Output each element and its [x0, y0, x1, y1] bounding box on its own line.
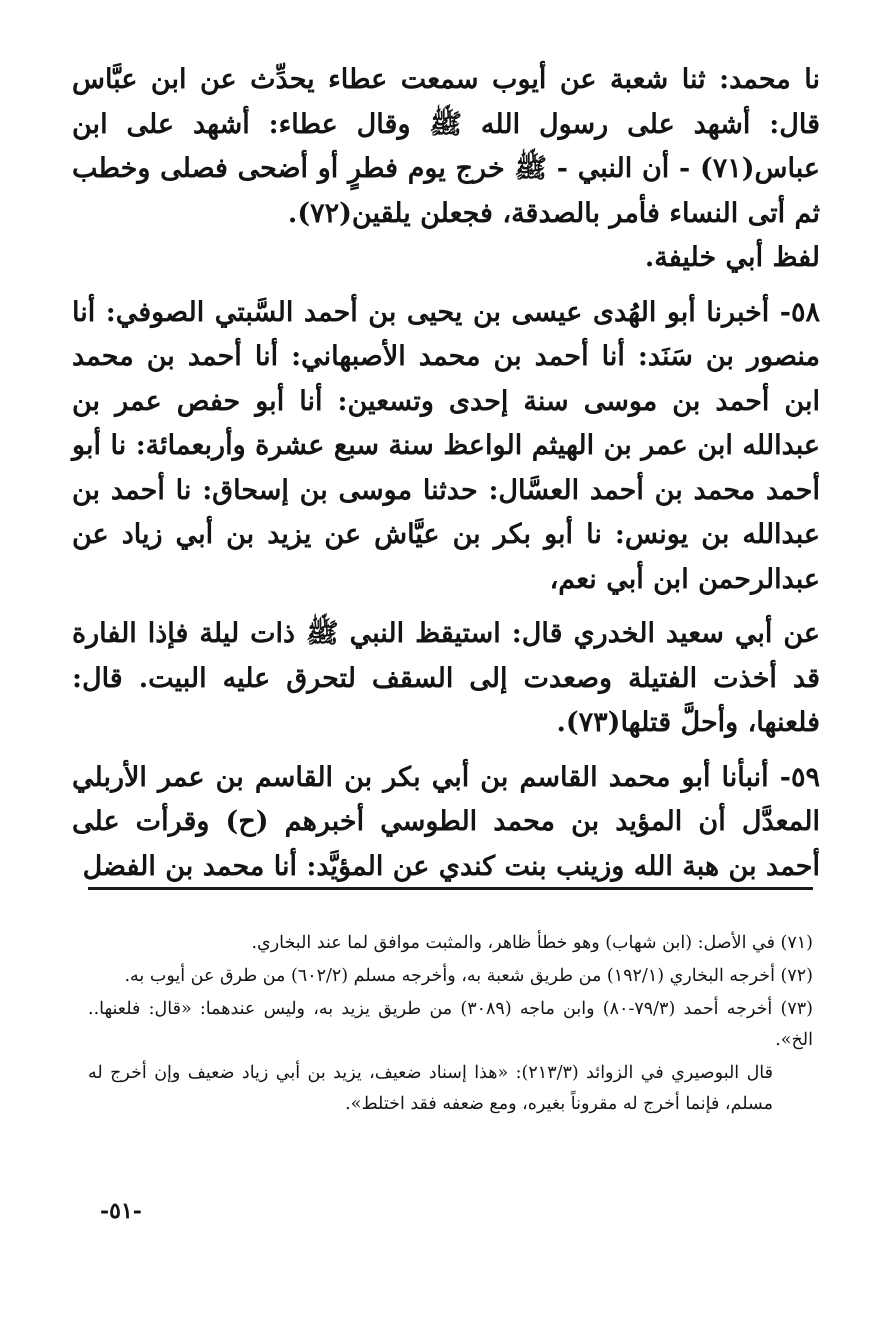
footnote-71: (٧١) في الأصل: (ابن شهاب) وهو خطأ ظاهر، والمثبت موافق لما عند البخاري.	[251, 933, 813, 953]
footnote-73: (٧٣) أخرجه أحمد (٧٩/٣-٨٠) وابن ماجه (٣٠٨٩) من طريق يزيد به، وليس عندهما: «قال: فلعنها.. الخ».	[88, 999, 813, 1050]
footnotes	[88, 928, 813, 1122]
page-number: -٥١-	[100, 1198, 142, 1224]
paragraph-hadith-59: ٥٩- أنبأنا أبو محمد القاسم بن أبي بكر بن القاسم بن عمر الأربلي المعدَّل أن المؤيد بن محمد الطوسي أخبرهم (ح) وقرأت على أحمد بن هبة الله وزينب بنت كندي عن المؤيَّد: أنا محمد بن الفضل	[72, 761, 820, 882]
paragraph-narration-note: لفظ أبي خليفة.	[644, 242, 820, 273]
footnote-separator	[88, 887, 813, 890]
footnote-73-continued: قال البوصيري في الزوائد (٢١٣/٣): «هذا إسناد ضعيف، يزيد بن أبي زياد ضعيف وإن أخرج له مسلم، فإنما أخرج له مقروناً بغيره، ومع ضعفه فقد اختلط».	[88, 1063, 773, 1114]
main-text	[72, 58, 820, 889]
footnote-72: (٧٢) أخرجه البخاري (١٩٢/١) من طريق شعبة به، وأخرجه مسلم (٦٠٢/٢) من طرق عن أيوب به.	[124, 966, 813, 986]
paragraph-hadith-58-isnad: ٥٨- أخبرنا أبو الهُدى عيسى بن يحيى بن أحمد السَّبتي الصوفي: أنا منصور بن سَنَد: أنا أحمد بن محمد الأصبهاني: أنا أحمد بن محمد ابن أحمد بن موسى سنة إحدى وتسعين: أنا أبو حفص عمر بن عبدالله ابن عمر بن الهيثم الواعظ سنة سبع عشرة وأربعمائة: نا أبو أحمد محمد بن أحمد العسَّال: حدثنا موسى بن إسحاق: نا أحمد بن عبدالله بن يونس: نا أبو بكر بن عيَّاش عن يزيد بن أبي زياد عن عبدالرحمن ابن أبي نعم،	[72, 296, 820, 595]
paragraph-hadith-57-end: نا محمد: ثنا شعبة عن أيوب سمعت عطاء يحدِّث عن ابن عبَّاس قال: أشهد على رسول الله ﷺ وقال عطاء: أشهد على ابن عباس(٧١) - أن النبي - ﷺ خرج يوم فطرٍ أو أضحى فصلى وخطب ثم أتى النساء فأمر بالصدقة، فجعلن يلقين(٧٢).	[72, 64, 820, 229]
paragraph-hadith-58-matn: عن أبي سعيد الخدري قال: استيقظ النبي ﷺ ذات ليلة فإذا الفارة قد أخذت الفتيلة وصعدت إلى السقف لتحرق عليه البيت. قال: فلعنها، وأحلَّ قتلها(٧٣).	[72, 618, 820, 738]
